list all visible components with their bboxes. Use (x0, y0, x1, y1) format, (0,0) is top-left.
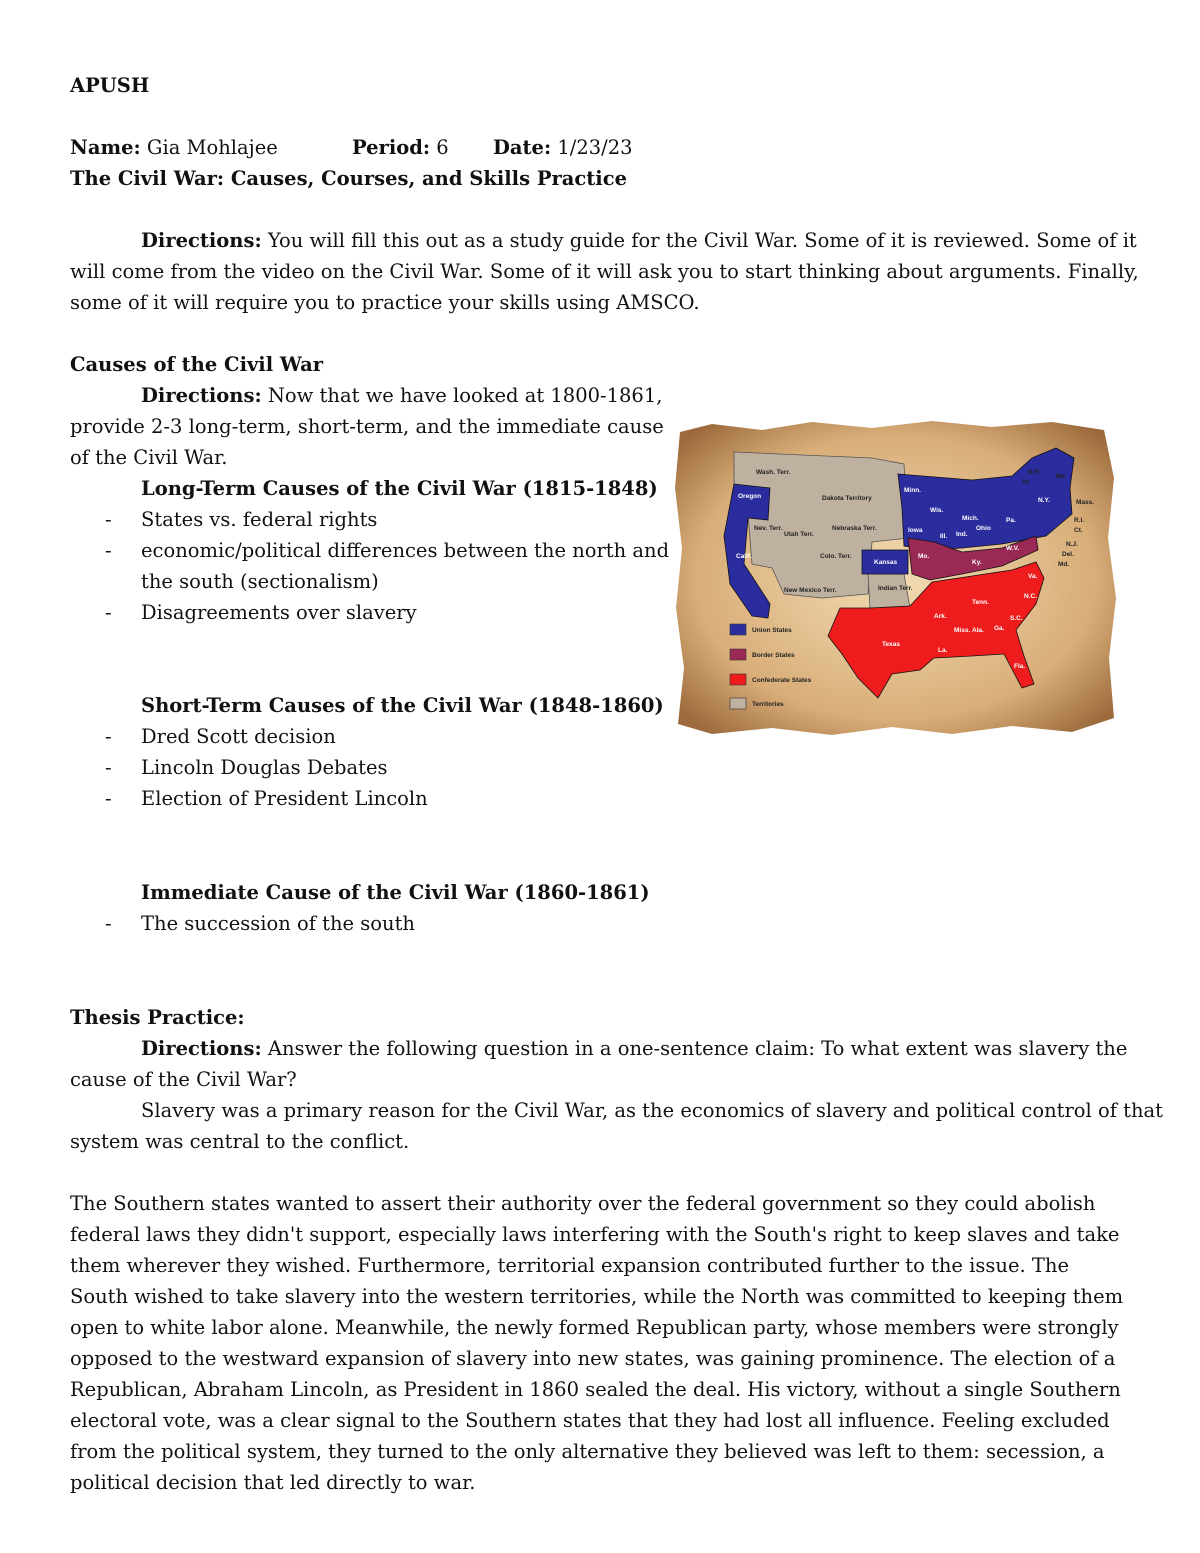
svg-text:Mich.: Mich. (962, 515, 979, 522)
list-item: - States vs. federal rights (105, 508, 378, 531)
svg-text:Del.: Del. (1062, 551, 1074, 558)
thesis-directions-text1: Answer the following question in a one-sentence claim: To what extent was slavery the (267, 1037, 1128, 1060)
svg-text:Indian Terr.: Indian Terr. (878, 585, 913, 592)
svg-text:Ind.: Ind. (956, 531, 968, 538)
svg-text:Union States: Union States (752, 627, 792, 634)
causes-directions-line3: of the Civil War. (70, 446, 228, 469)
causes-directions-text1: Now that we have looked at 1800-1861, (267, 384, 663, 407)
thesis-heading: Thesis Practice: (70, 1006, 245, 1029)
svg-text:Ga.: Ga. (994, 625, 1005, 632)
svg-text:Mass.: Mass. (1076, 499, 1095, 506)
svg-text:Texas: Texas (882, 641, 900, 648)
svg-text:Dakota Territory: Dakota Territory (822, 495, 872, 502)
svg-text:La.: La. (938, 647, 948, 654)
svg-text:Kansas: Kansas (874, 559, 898, 566)
svg-text:Me.: Me. (1056, 473, 1067, 480)
list-item: - Election of President Lincoln (105, 787, 428, 810)
svg-text:N.J.: N.J. (1066, 541, 1078, 548)
name-label: Name: (70, 136, 141, 159)
immediate-heading: Immediate Cause of the Civil War (1860-1861) (141, 881, 650, 904)
svg-text:Md.: Md. (1058, 561, 1070, 568)
list-item-continuation: the south (sectionalism) (141, 570, 379, 593)
period-field (352, 132, 449, 163)
student-info-line (70, 132, 278, 163)
svg-text:R.I.: R.I. (1074, 517, 1085, 524)
svg-text:Vt.: Vt. (1022, 479, 1031, 486)
svg-text:W.V.: W.V. (1006, 545, 1020, 552)
list-item: - Dred Scott decision (105, 725, 336, 748)
svg-text:Colo. Terr.: Colo. Terr. (820, 553, 852, 560)
short-term-heading: Short-Term Causes of the Civil War (1848-1860) (141, 694, 664, 717)
svg-text:Confederate States: Confederate States (752, 677, 812, 684)
svg-text:Mo.: Mo. (918, 553, 930, 560)
intro-directions-line3: some of it will require you to practice your skills using AMSCO. (70, 291, 700, 314)
intro-directions-text1: You will fill this out as a study guide for the Civil War. Some of it is reviewed. Some of it (267, 229, 1137, 252)
thesis-directions-line2: cause of the Civil War? (70, 1068, 297, 1091)
svg-text:Ark.: Ark. (934, 613, 947, 620)
causes-directions-line2: provide 2-3 long-term, short-term, and the immediate cause (70, 415, 664, 438)
svg-text:Ky.: Ky. (972, 559, 982, 566)
name-value: Gia Mohlajee (146, 136, 278, 159)
causes-directions-line1 (141, 380, 662, 411)
period-label: Period: (352, 136, 431, 159)
svg-text:Nev. Terr.: Nev. Terr. (754, 525, 783, 532)
thesis-claim-line1: Slavery was a primary reason for the Civil War, as the economics of slavery and political control of that (141, 1099, 1163, 1122)
causes-heading: Causes of the Civil War (70, 353, 324, 376)
period-value: 6 (436, 136, 449, 159)
thesis-claim-line2: system was central to the conflict. (70, 1130, 410, 1153)
svg-text:Ohio: Ohio (976, 525, 991, 532)
svg-text:N.Y.: N.Y. (1038, 497, 1050, 504)
svg-text:Wis.: Wis. (930, 507, 944, 514)
svg-text:Border States: Border States (752, 652, 795, 659)
svg-text:N.C.: N.C. (1024, 593, 1037, 600)
svg-text:Va.: Va. (1028, 573, 1038, 580)
svg-text:Pa.: Pa. (1006, 517, 1016, 524)
thesis-directions-label: Directions: (141, 1037, 262, 1060)
long-term-heading: Long-Term Causes of the Civil War (1815-1848) (141, 477, 658, 500)
list-item: - Disagreements over slavery (105, 601, 417, 624)
svg-text:Oregon: Oregon (738, 493, 762, 500)
civil-war-states-map (672, 418, 1118, 738)
date-field (493, 132, 633, 163)
svg-text:Utah Terr.: Utah Terr. (784, 531, 814, 538)
svg-text:Tenn.: Tenn. (972, 599, 989, 606)
intro-directions-label: Directions: (141, 229, 262, 252)
svg-text:Ct.: Ct. (1074, 527, 1083, 534)
worksheet-title: The Civil War: Causes, Courses, and Skills Practice (70, 167, 627, 190)
list-item: - economic/political differences between the north and (105, 539, 670, 562)
list-item: - The succession of the south (105, 912, 415, 935)
svg-text:S.C.: S.C. (1010, 615, 1023, 622)
thesis-directions-line1 (141, 1033, 1127, 1064)
svg-text:Ill.: Ill. (940, 533, 948, 540)
svg-text:Minn.: Minn. (904, 487, 921, 494)
causes-directions-label: Directions: (141, 384, 262, 407)
svg-text:Fla.: Fla. (1014, 663, 1026, 670)
date-label: Date: (493, 136, 552, 159)
intro-directions-line1 (141, 225, 1137, 256)
svg-text:Ala.: Ala. (972, 627, 984, 634)
svg-text:New Mexico Terr.: New Mexico Terr. (784, 587, 837, 594)
intro-directions-line2: will come from the video on the Civil War. Some of it will ask you to start thinking about arguments. Finally, (70, 260, 1139, 283)
thesis-body-paragraph: The Southern states wanted to assert their authority over the federal government so they could abolish federal laws they didn't support, especially laws interfering with the South's right to keep slaves and take them wherever they wished. Furthermore, territorial expansion contributed further to the issue. The South wished to take slavery into the western territories, while the North was committed to keeping them open to white labor alone. Meanwhile, the newly formed Republican party, whose members were strongly opposed to the westward expansion of slavery into new states, was gaining prominence. The election of a Republican, Abraham Lincoln, as President in 1860 sealed the deal. His victory, without a single Southern electoral vote, was a clear signal to the Southern states that they had lost all influence. Feeling excluded from the political system, they turned to the only alternative they believed was left to them: secession, a political decision that led directly to war. (70, 1192, 1124, 1494)
date-value: 1/23/23 (557, 136, 633, 159)
list-item: - Lincoln Douglas Debates (105, 756, 388, 779)
svg-text:Nebraska Terr.: Nebraska Terr. (832, 525, 877, 532)
svg-text:Wash. Terr.: Wash. Terr. (756, 469, 791, 476)
svg-text:Miss.: Miss. (954, 627, 971, 634)
svg-text:N.H.: N.H. (1028, 469, 1041, 476)
course-title: APUSH (70, 74, 150, 97)
svg-text:Iowa: Iowa (908, 527, 923, 534)
svg-text:Calif.: Calif. (736, 553, 752, 560)
svg-text:Territories: Territories (752, 701, 784, 708)
